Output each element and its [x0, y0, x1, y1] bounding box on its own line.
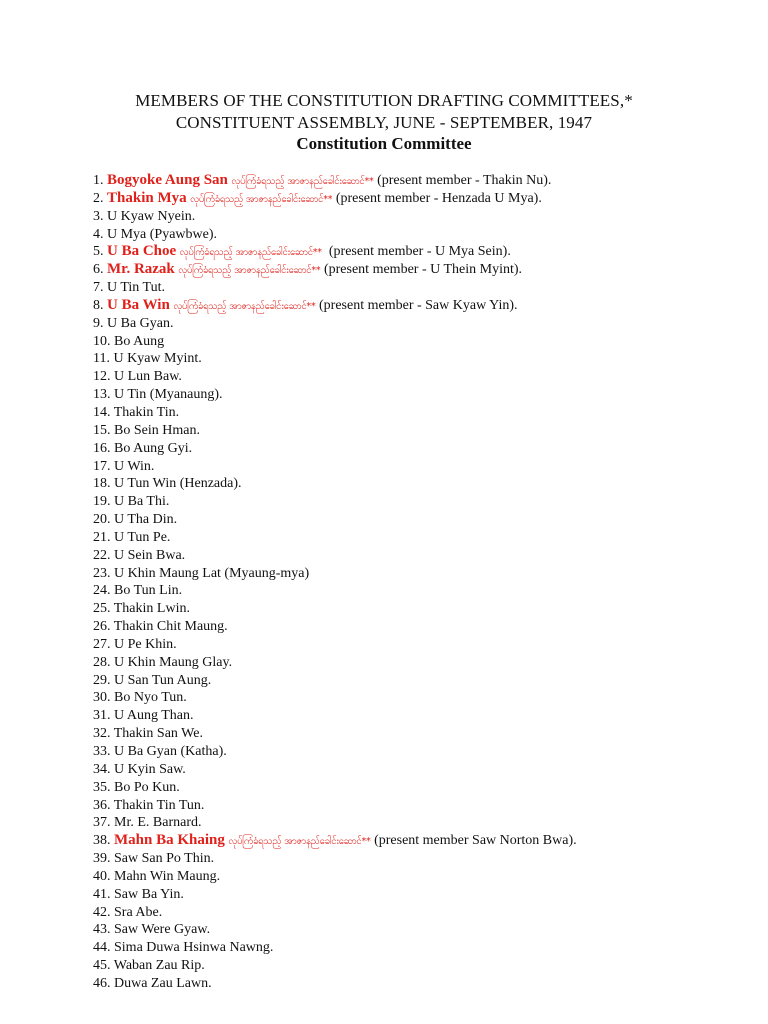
member-name-highlighted: U Ba Win — [107, 296, 170, 313]
member-name: Bo Tun Lin. — [114, 583, 183, 599]
member-number: 28. — [93, 654, 111, 670]
member-number: 45. — [93, 958, 111, 974]
member-number: 22. — [93, 547, 111, 563]
martyr-annotation: လုပ်ကြံခံရသည့် အာဇာနည်ခေါင်းဆောင်** — [179, 247, 322, 259]
member-number: 8. — [93, 297, 104, 313]
martyr-annotation: လုပ်ကြံခံရသည့် အာဇာနည်ခေါင်းဆောင်** — [231, 176, 374, 187]
member-number: 29. — [93, 672, 111, 688]
member-number: 15. — [93, 422, 111, 438]
list-item — [93, 493, 753, 511]
member-number: 31. — [93, 708, 111, 724]
list-item — [93, 190, 753, 208]
member-name: Thakin San We. — [113, 726, 203, 742]
member-name: Sra Abe. — [114, 904, 163, 920]
member-name: U Kyaw Nyein. — [107, 208, 196, 224]
document-title-line-1: MEMBERS OF THE CONSTITUTION DRAFTING COMMITTEES,* — [135, 91, 633, 110]
list-item — [93, 350, 753, 368]
member-name: Waban Zau Rip. — [113, 958, 205, 974]
member-number: 46. — [93, 975, 111, 991]
member-number: 20. — [93, 512, 111, 528]
member-name: Duwa Zau Lawn. — [114, 975, 212, 991]
section-title: Constitution Committee — [296, 134, 472, 153]
member-number: 27. — [93, 636, 111, 652]
member-number: 37. — [93, 815, 111, 831]
member-name: U Kyin Saw. — [114, 761, 186, 777]
member-name: U Khin Maung Lat (Myaung-mya) — [114, 565, 310, 581]
list-item — [93, 172, 753, 190]
member-name-highlighted: U Ba Choe — [107, 243, 177, 260]
list-item — [93, 832, 753, 850]
replacement-note: (present member - Henzada U Mya). — [332, 190, 542, 206]
member-name: U Lun Baw. — [114, 369, 182, 385]
member-name: Saw Ba Yin. — [114, 886, 184, 902]
member-number: 14. — [93, 404, 111, 420]
list-item — [93, 243, 753, 261]
list-item — [93, 386, 753, 404]
member-name: U Tin Tut. — [107, 280, 166, 296]
martyr-annotation: လုပ်ကြံခံရသည့် အာဇာနည်ခေါင်းဆောင်** — [228, 836, 371, 848]
member-name: Mr. E. Barnard. — [114, 815, 202, 831]
member-number: 18. — [93, 476, 111, 492]
member-name: U Aung Than. — [114, 708, 194, 724]
list-item — [93, 440, 753, 458]
member-number: 12. — [93, 369, 111, 385]
replacement-note: (present member Saw Norton Bwa). — [370, 833, 577, 849]
document-title-line-2: CONSTITUENT ASSEMBLY, JUNE - SEPTEMBER, 1947 — [175, 113, 593, 132]
member-number: 34. — [93, 761, 111, 777]
member-name: Mahn Win Maung. — [114, 868, 221, 884]
member-name: U Tin (Myanaung). — [114, 387, 223, 403]
list-item — [93, 404, 753, 422]
member-name: Bo Aung — [114, 333, 165, 349]
member-number: 17. — [93, 458, 111, 474]
list-item — [93, 654, 753, 672]
list-item — [93, 886, 753, 904]
member-name: U Ba Gyan (Katha). — [114, 744, 227, 759]
list-item — [93, 707, 753, 725]
member-number: 21. — [93, 529, 111, 545]
member-name: U San Tun Aung. — [114, 672, 212, 688]
member-number: 9. — [93, 315, 104, 331]
member-number: 36. — [93, 797, 111, 813]
list-item — [93, 636, 753, 654]
member-number: 23. — [93, 565, 111, 581]
member-name-highlighted: Mr. Razak — [107, 261, 175, 278]
member-name: Saw Were Gyaw. — [114, 922, 211, 938]
member-number: 7. — [93, 280, 104, 296]
member-number: 1. — [93, 173, 104, 188]
list-item — [93, 939, 753, 957]
replacement-note: (present member - Thakin Nu). — [373, 173, 552, 188]
member-number: 43. — [93, 922, 111, 938]
member-list — [93, 172, 753, 993]
member-name: U Tha Din. — [114, 512, 178, 528]
list-item — [93, 743, 753, 761]
list-item — [93, 618, 753, 636]
list-item — [93, 279, 753, 297]
member-number: 16. — [93, 440, 111, 456]
member-name: Bo Aung Gyi. — [114, 440, 193, 456]
list-item — [93, 689, 753, 707]
list-item — [93, 814, 753, 832]
list-item — [93, 475, 753, 493]
member-number: 5. — [93, 244, 104, 260]
member-number: 35. — [93, 779, 111, 795]
list-item — [93, 511, 753, 529]
member-number: 10. — [93, 333, 111, 349]
member-number: 4. — [93, 226, 104, 242]
list-item — [93, 868, 753, 886]
member-number: 30. — [93, 690, 111, 706]
member-name: U Khin Maung Glay. — [114, 654, 233, 670]
member-name: Thakin Chit Maung. — [113, 619, 228, 635]
member-number: 24. — [93, 583, 111, 599]
member-number: 11. — [93, 351, 110, 367]
member-name-highlighted: Bogyoke Aung San — [107, 172, 228, 188]
replacement-note: (present member - U Mya Sein). — [321, 244, 511, 260]
list-item — [93, 797, 753, 815]
list-item — [93, 957, 753, 975]
list-item — [93, 547, 753, 565]
list-item — [93, 904, 753, 922]
list-item — [93, 725, 753, 743]
member-name-highlighted: Mahn Ba Khaing — [114, 832, 225, 849]
member-name: Thakin Lwin. — [113, 601, 190, 617]
member-number: 6. — [93, 262, 104, 278]
list-item — [93, 565, 753, 583]
member-name: Thakin Tin Tun. — [113, 797, 205, 813]
member-name: Saw San Po Thin. — [114, 851, 215, 867]
member-number: 3. — [93, 208, 104, 224]
member-name: U Mya (Pyawbwe). — [107, 226, 218, 242]
list-item — [93, 672, 753, 690]
list-item — [93, 761, 753, 779]
member-name: Sima Duwa Hsinwa Nawng. — [114, 940, 274, 956]
member-name: U Tun Pe. — [114, 529, 171, 545]
member-name: Bo Po Kun. — [114, 779, 180, 795]
list-item — [93, 921, 753, 939]
list-item — [93, 975, 753, 993]
member-name: U Win. — [114, 458, 155, 474]
list-item — [93, 458, 753, 476]
member-number: 41. — [93, 886, 111, 902]
member-number: 26. — [93, 619, 111, 635]
member-name: U Kyaw Myint. — [113, 351, 202, 367]
list-item — [93, 261, 753, 279]
list-item — [93, 422, 753, 440]
member-name: U Ba Thi. — [114, 494, 170, 510]
martyr-annotation: လုပ်ကြံခံရသည့် အာဇာနည်ခေါင်းဆောင်** — [173, 300, 316, 312]
member-name: Bo Sein Hman. — [114, 422, 200, 438]
list-item — [93, 600, 753, 618]
replacement-note: (present member - Saw Kyaw Yin). — [315, 297, 518, 313]
martyr-annotation: လုပ်ကြံခံရသည့် အာဇာနည်ခေါင်းဆောင်** — [190, 193, 333, 205]
member-number: 32. — [93, 726, 111, 742]
member-name: U Tun Win (Henzada). — [114, 476, 242, 492]
member-number: 42. — [93, 904, 111, 920]
member-name: U Pe Khin. — [114, 636, 177, 652]
member-name: U Sein Bwa. — [114, 547, 186, 563]
member-number: 38. — [93, 833, 111, 849]
member-number: 44. — [93, 940, 111, 956]
martyr-annotation: လုပ်ကြံခံရသည့် အာဇာနည်ခေါင်းဆောင်** — [178, 265, 321, 277]
list-item — [93, 529, 753, 547]
list-item — [93, 368, 753, 386]
member-number: 33. — [93, 744, 111, 759]
member-number: 19. — [93, 494, 111, 510]
list-item — [93, 315, 753, 333]
member-number: 2. — [93, 190, 104, 206]
list-item — [93, 582, 753, 600]
member-name-highlighted: Thakin Mya — [107, 189, 187, 206]
member-number: 39. — [93, 851, 111, 867]
member-number: 13. — [93, 387, 111, 403]
list-item — [93, 779, 753, 797]
list-item — [93, 208, 753, 226]
member-number: 25. — [93, 601, 111, 617]
list-item — [93, 333, 753, 351]
list-item — [93, 226, 753, 244]
list-item — [93, 297, 753, 315]
member-name: Bo Nyo Tun. — [114, 690, 187, 706]
member-name: U Ba Gyan. — [107, 315, 174, 331]
member-number: 40. — [93, 868, 111, 884]
member-name: Thakin Tin. — [113, 404, 180, 420]
list-item — [93, 850, 753, 868]
replacement-note: (present member - U Thein Myint). — [320, 262, 523, 278]
